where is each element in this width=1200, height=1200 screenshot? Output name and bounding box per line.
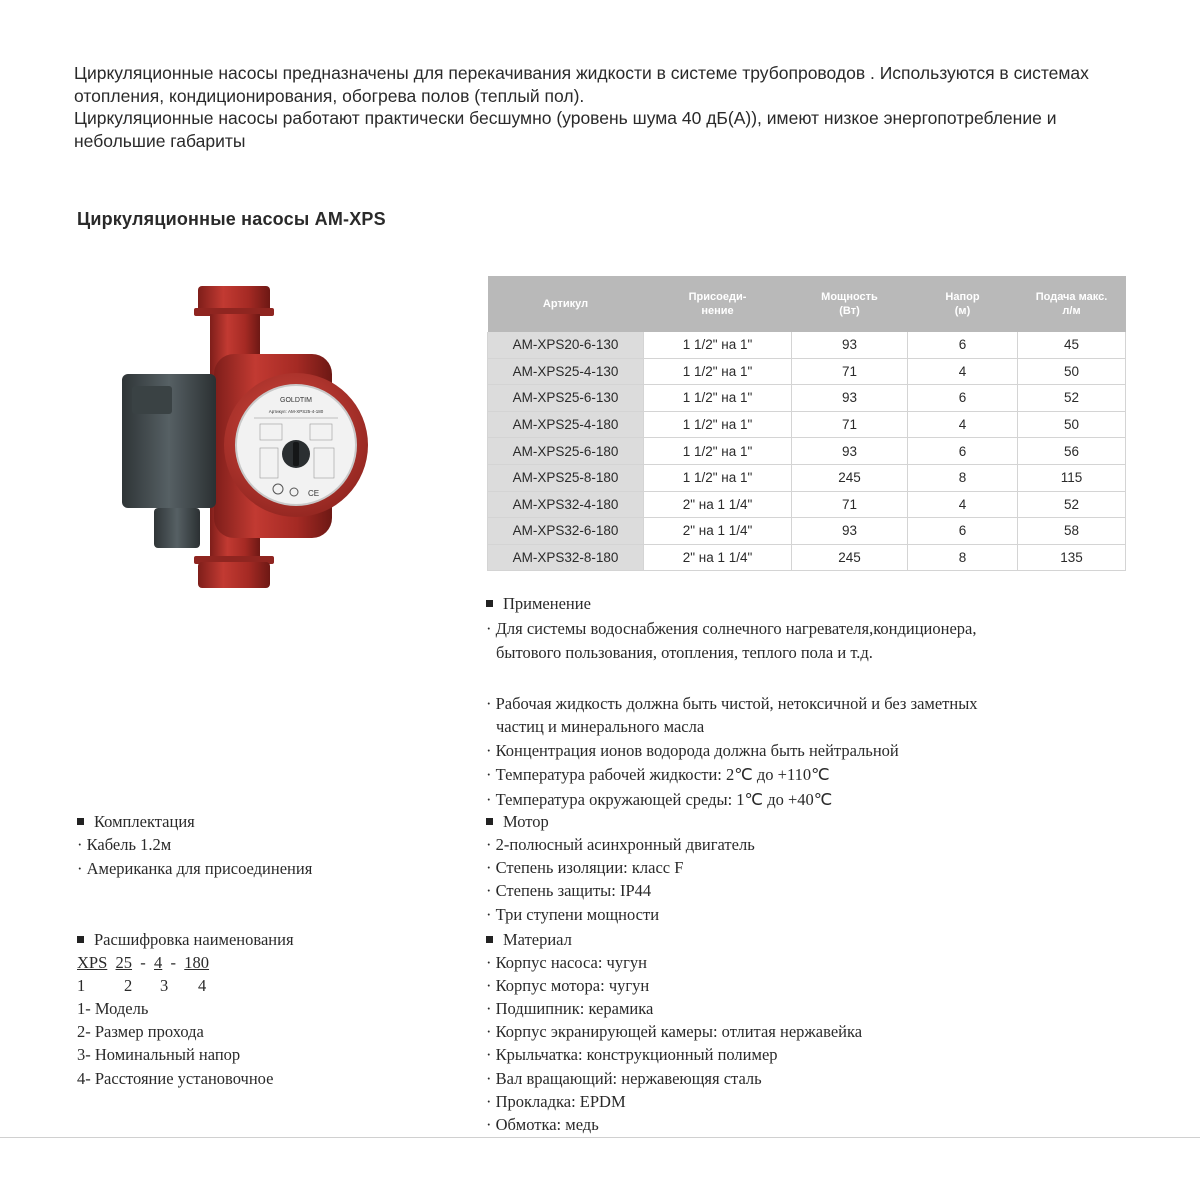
usage-line: · Для системы водоснабжения солнечного нагревателя,кондиционера, bbox=[486, 619, 977, 638]
kit-item: · Кабель 1.2м bbox=[77, 835, 172, 854]
usage-heading bbox=[486, 594, 591, 614]
intro-paragraph-1: Циркуляционные насосы предназначены для перекачивания жидкости в системе трубопроводов . Используются в системах отопления, кондиционирования, обогрева полов (теплый пол). bbox=[74, 63, 1089, 106]
bullet-square-icon bbox=[486, 936, 493, 943]
cell-power: 93 bbox=[792, 518, 908, 545]
cell-head: 6 bbox=[908, 385, 1018, 412]
svg-text:CE: CE bbox=[308, 489, 320, 498]
decode-item: 1- Модель bbox=[77, 999, 149, 1018]
decode-item: 4- Расстояние установочное bbox=[77, 1069, 274, 1088]
section-title: Циркуляционные насосы AM-XPS bbox=[77, 209, 386, 229]
header-power: Мощность (Вт) bbox=[792, 276, 908, 332]
table-row bbox=[488, 332, 1126, 358]
table-row bbox=[488, 385, 1126, 412]
cell-head: 8 bbox=[908, 544, 1018, 571]
intro-paragraph-2: Циркуляционные насосы работают практически бесшумно (уровень шума 40 дБ(А)), имеют низкое энергопотребление и небольшие габариты bbox=[74, 108, 1057, 151]
code-number: 1 bbox=[77, 976, 86, 995]
cell-article: AM-XPS25-8-180 bbox=[488, 464, 644, 491]
cell-article: AM-XPS25-6-180 bbox=[488, 438, 644, 465]
motor-item: · Степень изоляции: класс F bbox=[486, 858, 684, 877]
cell-flow: 50 bbox=[1018, 358, 1126, 385]
bullet-square-icon bbox=[486, 818, 493, 825]
cell-connection: 1 1/2" на 1" bbox=[644, 385, 792, 412]
cell-article: AM-XPS32-6-180 bbox=[488, 518, 644, 545]
intro-text bbox=[74, 62, 1134, 152]
cell-flow: 58 bbox=[1018, 518, 1126, 545]
material-item: · Корпус мотора: чугун bbox=[486, 976, 650, 995]
cell-flow: 52 bbox=[1018, 385, 1126, 412]
code-part: XPS bbox=[77, 953, 108, 972]
code-number: 3 bbox=[160, 976, 169, 995]
material-item: · Крыльчатка: конструкционный полимер bbox=[486, 1045, 778, 1064]
motor-heading bbox=[486, 812, 549, 832]
bottom-divider bbox=[0, 1137, 1200, 1138]
cell-flow: 50 bbox=[1018, 411, 1126, 438]
cell-head: 6 bbox=[908, 518, 1018, 545]
cell-flow: 45 bbox=[1018, 332, 1126, 358]
pump-model: Артикул: AM-XPS25-4-180 bbox=[268, 409, 324, 414]
spec-table bbox=[487, 276, 1126, 571]
cell-head: 8 bbox=[908, 464, 1018, 491]
cell-head: 6 bbox=[908, 438, 1018, 465]
cell-power: 93 bbox=[792, 438, 908, 465]
cell-connection: 2" на 1 1/4" bbox=[644, 491, 792, 518]
cell-connection: 2" на 1 1/4" bbox=[644, 518, 792, 545]
usage-line: · Концентрация ионов водорода должна быть нейтральной bbox=[486, 741, 899, 760]
motor-item: · 2-полюсный асинхронный двигатель bbox=[486, 835, 755, 854]
kit-item: · Американка для присоединения bbox=[77, 859, 313, 878]
material-heading-label: Материал bbox=[503, 930, 572, 949]
cell-power: 71 bbox=[792, 411, 908, 438]
kit-heading-label: Комплектация bbox=[94, 812, 195, 831]
header-flow: Подача макс. л/м bbox=[1018, 276, 1126, 332]
usage-line: бытового пользования, отопления, теплого пола и т.д. bbox=[496, 643, 873, 662]
code-sep: - bbox=[140, 953, 146, 972]
table-row bbox=[488, 411, 1126, 438]
code-number: 4 bbox=[198, 976, 207, 995]
cell-article: AM-XPS32-4-180 bbox=[488, 491, 644, 518]
cell-article: AM-XPS25-4-130 bbox=[488, 358, 644, 385]
cell-power: 245 bbox=[792, 464, 908, 491]
cell-flow: 56 bbox=[1018, 438, 1126, 465]
decode-code bbox=[77, 953, 209, 973]
kit-heading bbox=[77, 812, 195, 832]
motor-heading-label: Мотор bbox=[503, 812, 549, 831]
decode-heading bbox=[77, 930, 294, 950]
decode-item: 3- Номинальный напор bbox=[77, 1045, 241, 1064]
table-row bbox=[488, 438, 1126, 465]
header-connection: Присоеди- нение bbox=[644, 276, 792, 332]
cell-connection: 2" на 1 1/4" bbox=[644, 544, 792, 571]
header-article: Артикул bbox=[488, 276, 644, 332]
decode-heading-label: Расшифровка наименования bbox=[94, 930, 294, 949]
cell-connection: 1 1/2" на 1" bbox=[644, 358, 792, 385]
cell-head: 4 bbox=[908, 491, 1018, 518]
material-heading bbox=[486, 930, 572, 950]
bullet-square-icon bbox=[486, 600, 493, 607]
pump-image bbox=[118, 282, 380, 594]
table-header-row bbox=[488, 276, 1126, 332]
table-row bbox=[488, 544, 1126, 571]
cell-head: 6 bbox=[908, 332, 1018, 358]
usage-heading-label: Применение bbox=[503, 594, 591, 613]
code-part: 4 bbox=[154, 953, 163, 972]
usage-line: частиц и минерального масла bbox=[496, 717, 705, 736]
cell-article: AM-XPS25-4-180 bbox=[488, 411, 644, 438]
cell-power: 245 bbox=[792, 544, 908, 571]
bullet-square-icon bbox=[77, 818, 84, 825]
motor-item: · Три ступени мощности bbox=[486, 905, 660, 924]
bullet-square-icon bbox=[77, 936, 84, 943]
cell-power: 93 bbox=[792, 385, 908, 412]
cell-connection: 1 1/2" на 1" bbox=[644, 438, 792, 465]
usage-line: · Рабочая жидкость должна быть чистой, нетоксичной и без заметных bbox=[486, 694, 978, 713]
cell-flow: 135 bbox=[1018, 544, 1126, 571]
code-sep: - bbox=[170, 953, 177, 972]
motor-item: · Степень защиты: IP44 bbox=[486, 881, 652, 900]
cell-article: AM-XPS20-6-130 bbox=[488, 332, 644, 358]
code-number: 2 bbox=[124, 976, 133, 995]
usage-line: · Температура рабочей жидкости: 2℃ до +110℃ bbox=[486, 765, 830, 784]
table-row bbox=[488, 491, 1126, 518]
code-part: 180 bbox=[184, 953, 210, 972]
material-item: · Корпус насоса: чугун bbox=[486, 953, 647, 972]
table-row bbox=[488, 464, 1126, 491]
header-head: Напор (м) bbox=[908, 276, 1018, 332]
cell-connection: 1 1/2" на 1" bbox=[644, 332, 792, 358]
cell-head: 4 bbox=[908, 411, 1018, 438]
cell-article: AM-XPS25-6-130 bbox=[488, 385, 644, 412]
material-item: · Корпус экранирующей камеры: отлитая нержавейка bbox=[486, 1022, 863, 1041]
cell-connection: 1 1/2" на 1" bbox=[644, 411, 792, 438]
material-item: · Подшипник: керамика bbox=[486, 999, 654, 1018]
cell-power: 93 bbox=[792, 332, 908, 358]
cell-head: 4 bbox=[908, 358, 1018, 385]
usage-line: · Температура окружающей среды: 1℃ до +40℃ bbox=[486, 790, 833, 809]
pump-brand: GOLDTIM bbox=[280, 397, 312, 404]
cell-connection: 1 1/2" на 1" bbox=[644, 464, 792, 491]
table-row bbox=[488, 518, 1126, 545]
cell-power: 71 bbox=[792, 358, 908, 385]
code-part: 25 bbox=[115, 953, 133, 972]
material-item: · Вал вращающий: нержавеющяя сталь bbox=[486, 1069, 762, 1088]
cell-flow: 52 bbox=[1018, 491, 1126, 518]
cell-article: AM-XPS32-8-180 bbox=[488, 544, 644, 571]
material-item: · Прокладка: EPDM bbox=[486, 1092, 626, 1111]
material-item: · Обмотка: медь bbox=[486, 1115, 599, 1134]
cell-flow: 115 bbox=[1018, 464, 1126, 491]
cell-power: 71 bbox=[792, 491, 908, 518]
table-row bbox=[488, 358, 1126, 385]
decode-item: 2- Размер прохода bbox=[77, 1022, 204, 1041]
